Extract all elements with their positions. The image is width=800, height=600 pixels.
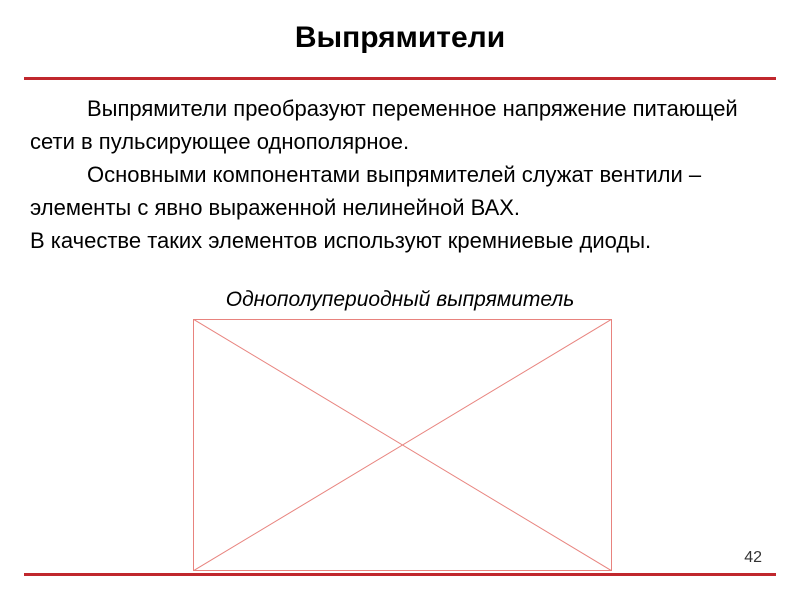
paragraph-silicon-diodes: В качестве таких элементов используют кремниевые диоды. [30, 228, 652, 253]
bottom-divider [24, 573, 776, 576]
top-divider [24, 77, 776, 80]
slide-title: Выпрямители [294, 21, 506, 54]
slide-body [30, 92, 770, 257]
missing-image-placeholder [193, 319, 612, 571]
page-number: 42 [744, 549, 762, 566]
paragraph-rectifier-components: Основными компонентами выпрямителей служат вентили – элементы с явно выраженной нелинейной ВАХ. [30, 162, 702, 220]
paragraph-rectifier-definition: Выпрямители преобразуют переменное напряжение питающей сети в пульсирующее однополярное. [30, 96, 738, 154]
figure-caption: Однополупериодный выпрямитель [225, 288, 575, 311]
